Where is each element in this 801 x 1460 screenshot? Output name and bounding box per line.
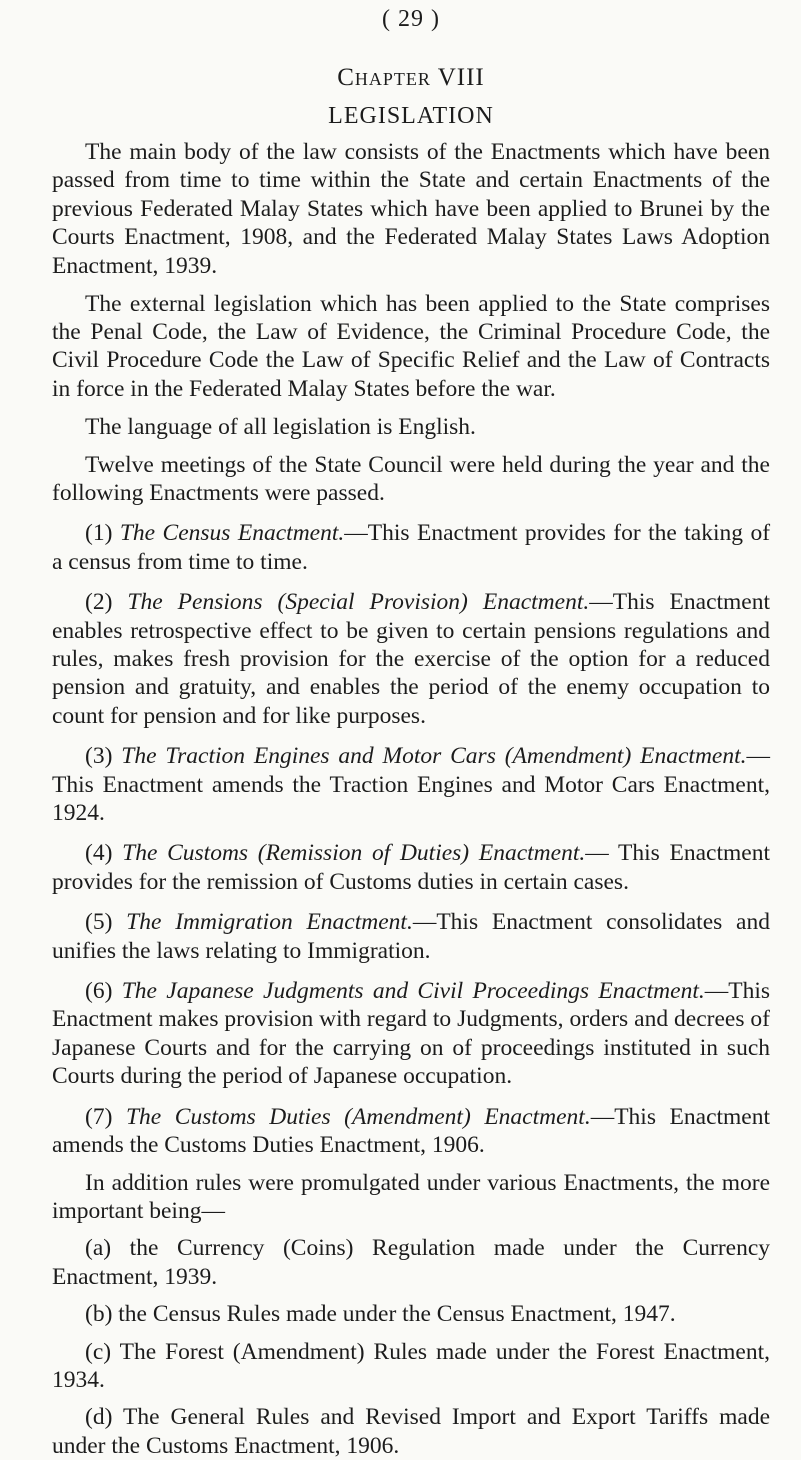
enactment-description: —This Enactment amends the Customs Duties Enactment, 1906. <box>52 1104 770 1158</box>
enactment-description: —This Enactment makes provision with regard to Judgments, orders and decrees of Japanese Courts and for the carrying on of proceedings instituted in such Courts during the period of Japanese occupation. <box>52 978 770 1089</box>
rule-number: (d) <box>85 1404 112 1430</box>
rule-text: the Census Rules made under the Census Enactment, 1947. <box>118 1301 675 1327</box>
enactment-number: (1) <box>85 520 112 546</box>
enactment-name: The Census Enactment. <box>120 520 344 546</box>
enactment-number: (4) <box>85 840 112 866</box>
enactment-list <box>52 519 770 1159</box>
rule-number: (b) <box>85 1301 112 1327</box>
enactment-name: The Customs (Remission of Duties) Enactment. <box>122 840 585 866</box>
enactment-item <box>52 519 770 576</box>
enactment-name: The Pensions (Special Provision) Enactment. <box>127 589 589 615</box>
rule-item <box>52 1234 770 1291</box>
rules-intro: In addition rules were promulgated under various Enactments, the more important being— <box>52 1169 770 1226</box>
enactment-number: (5) <box>85 909 112 935</box>
enactment-name: The Japanese Judgments and Civil Proceedings Enactment. <box>122 978 705 1004</box>
enactment-name: The Immigration Enactment. <box>126 909 413 935</box>
enactment-description: —This Enactment amends the Traction Engines and Motor Cars Enactment, 1924. <box>52 743 770 826</box>
enactment-number: (3) <box>85 743 112 769</box>
enactment-number: (7) <box>85 1104 112 1130</box>
enactment-item <box>52 839 770 896</box>
rule-text: The General Rules and Revised Import and Export Tariffs made under the Customs Enactment, 1906. <box>52 1404 770 1458</box>
enactment-item <box>52 588 770 730</box>
intro-section <box>52 138 770 507</box>
intro-paragraph: The external legislation which has been applied to the State comprises the Penal Code, the Law of Evidence, the Criminal Procedure Code, the Civil Procedure Code the Law of Specific Relief and the Law of Contracts in force in the Federated Malay States before the war. <box>52 290 770 404</box>
enactment-description: —This Enactment consolidates and unifies the laws relating to Immigration. <box>52 909 770 963</box>
document-page <box>52 0 770 1460</box>
enactment-item <box>52 742 770 827</box>
intro-paragraph: Twelve meetings of the State Council were held during the year and the following Enactments were passed. <box>52 451 770 508</box>
rule-item <box>52 1403 770 1460</box>
enactment-name: The Customs Duties (Amendment) Enactment. <box>126 1104 591 1130</box>
page-title: LEGISLATION <box>52 103 770 130</box>
enactment-description: — This Enactment provides for the remission of Customs duties in certain cases. <box>52 840 770 894</box>
enactment-description: —This Enactment provides for the taking of a census from time to time. <box>52 520 770 574</box>
page-number: ( 29 ) <box>52 6 770 40</box>
rule-number: (a) <box>85 1235 111 1261</box>
rule-number: (c) <box>85 1339 111 1365</box>
rule-item <box>52 1300 770 1328</box>
rules-section <box>52 1169 770 1460</box>
intro-paragraph: The language of all legislation is English. <box>52 413 770 441</box>
enactment-item <box>52 908 770 965</box>
chapter-heading: Chapter VIII <box>52 64 770 92</box>
rule-item <box>52 1338 770 1395</box>
enactment-item <box>52 977 770 1091</box>
enactment-number: (6) <box>85 978 112 1004</box>
rule-text: the Currency (Coins) Regulation made under the Currency Enactment, 1939. <box>52 1235 770 1289</box>
enactment-description: —This Enactment enables retrospective effect to be given to certain pensions regulations and rules, makes fresh provision for the exercise of the option for a reduced pension and gratuity, and enables the period of the enemy occupation to count for pension and for like purposes. <box>52 589 770 729</box>
intro-paragraph: The main body of the law consists of the Enactments which have been passed from time to time within the State and certain Enactments of the previous Federated Malay States which have been applied to Brunei by the Courts Enactment, 1908, and the Federated Malay States Laws Adoption Enactment, 1939. <box>52 138 770 280</box>
enactment-name: The Traction Engines and Motor Cars (Amendment) Enactment. <box>121 743 746 769</box>
enactment-item <box>52 1103 770 1160</box>
enactment-number: (2) <box>85 589 112 615</box>
rule-text: The Forest (Amendment) Rules made under the Forest Enactment, 1934. <box>52 1339 770 1393</box>
